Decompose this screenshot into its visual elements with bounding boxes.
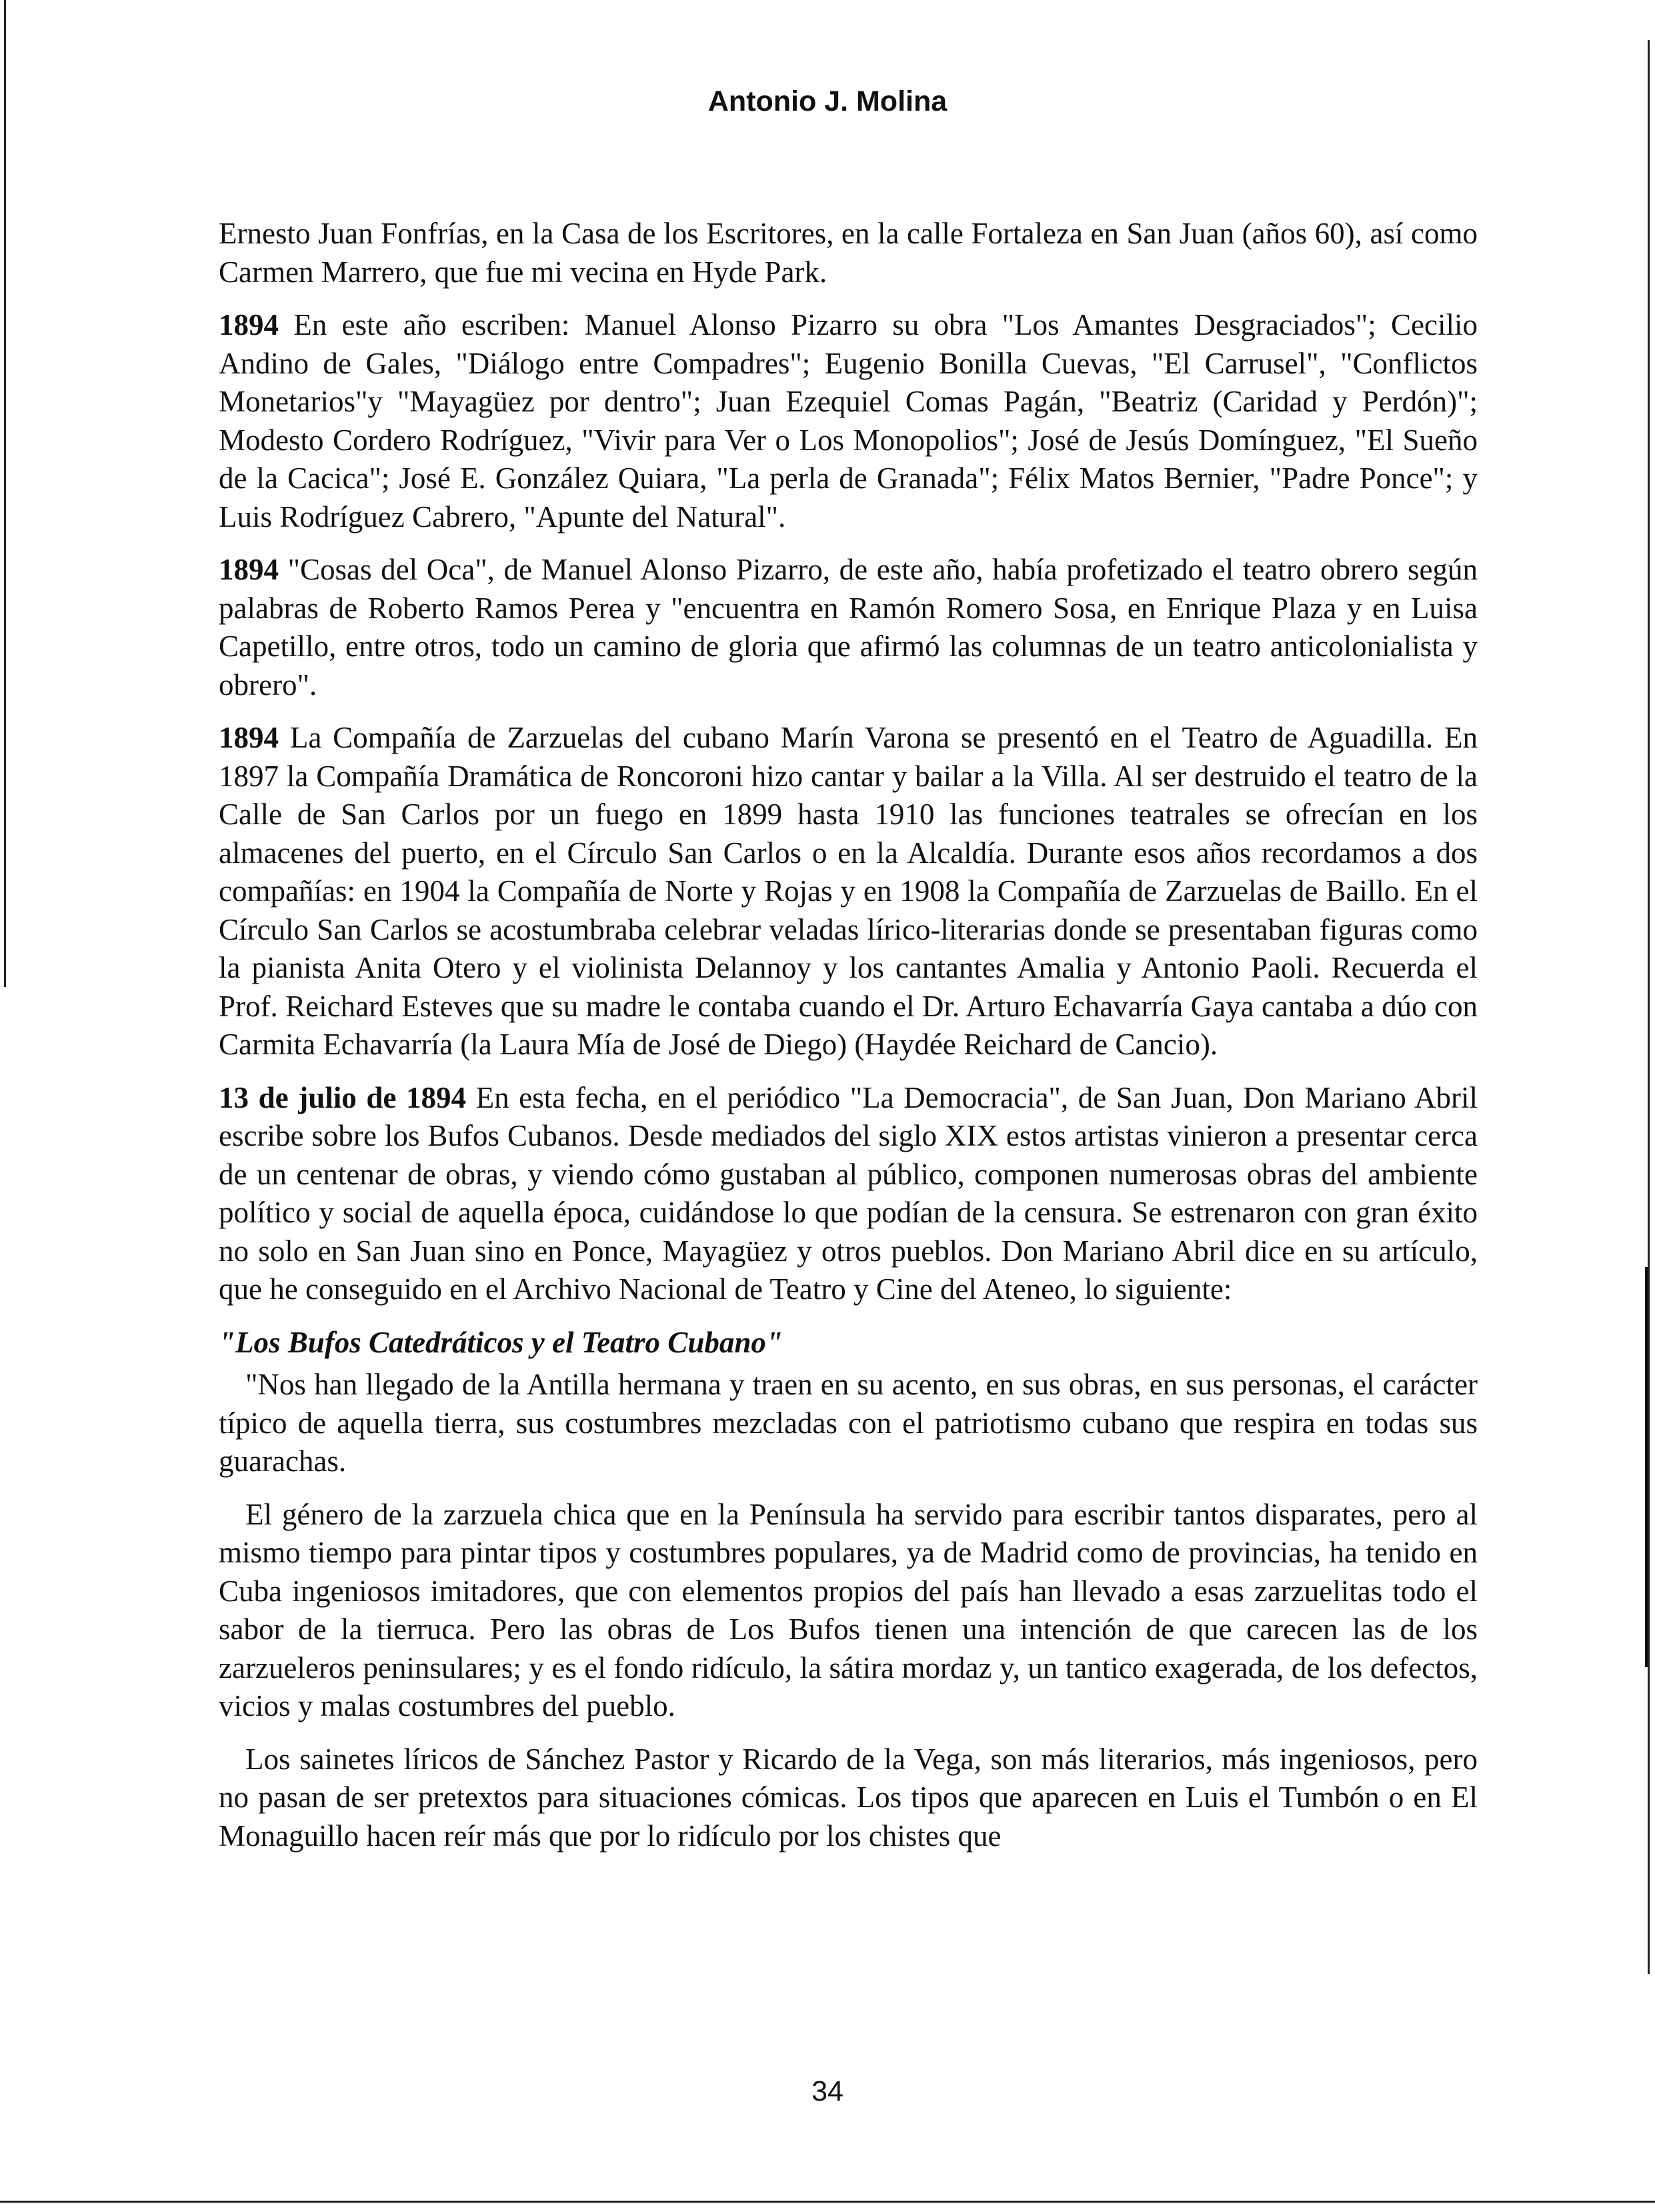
paragraph-lead: 1894 (219, 553, 279, 586)
article-subtitle: "Los Bufos Catedráticos y el Teatro Cubano" (219, 1325, 783, 1359)
paragraph-lead: 1894 (219, 721, 279, 754)
paragraph-text: "Cosas del Oca", de Manuel Alonso Pizarro, de este año, había profetizado el teatro obrero según palabras de Roberto Ramos Perea y "encuentra en Ramón Romero Sosa, en Enrique Plaza y en Luisa Capetillo, entre otros, todo un camino de gloria que afirmó las columnas de un teatro anticolonialista y obrero". (219, 553, 1478, 702)
running-header-author: Antonio J. Molina (707, 85, 948, 117)
paragraph-lead: 13 de julio de 1894 (219, 1080, 466, 1114)
paragraph-1894-cosas-del-oca (219, 551, 1478, 704)
quote-paragraph: "Nos han llegado de la Antilla hermana y traen en su acento, en sus obras, en sus personas, el carácter típico de aquella tierra, sus costumbres mezcladas con el patriotismo cubano que respira en todas sus guarachas. (219, 1368, 1478, 1478)
quote-paragraph: El género de la zarzuela chica que en la Península ha servido para escribir tantos disparates, pero al mismo tiempo para pintar tipos y costumbres populares, ya de Madrid como de provincias, ha tenido en Cuba ingeniosos imitadores, que con elementos propios del país han llevado a esas zarzuelitas todo el sabor de la tierruca. Pero las obras de Los Bufos tienen una intención de que carecen las de los zarzueleros peninsulares; y es el fondo ridículo, la sátira mordaz y, un tantico exagerada, de los defectos, vicios y malas costumbres del pueblo. (219, 1497, 1478, 1723)
paragraph-1894-zarzuelas (219, 719, 1478, 1064)
paragraph-continuation (219, 215, 1478, 291)
body-text (219, 215, 1478, 1870)
quote-paragraph: Los sainetes líricos de Sánchez Pastor y Ricardo de la Vega, son más literarios, más ingeniosos, pero no pasan de ser pretextos para situaciones cómicas. Los tipos que aparecen en Luis el Tumbón o en El Monaguillo hacen reír más que por lo ridículo por los chistes que (219, 1742, 1478, 1853)
paragraph-lead: 1894 (219, 308, 279, 341)
paragraph-13-julio-1894 (219, 1079, 1478, 1309)
page-edge-left (4, 0, 6, 987)
paragraph-text: La Compañía de Zarzuelas del cubano Marín Varona se presentó en el Teatro de Aguadilla. En 1897 la Compañía Dramática de Roncoroni hizo cantar y bailar a la Villa. Al ser destruido el teatro de la Calle de San Carlos por un fuego en 1899 hasta 1910 las funciones teatrales se ofrecían en los almacenes del puerto, en el Círculo San Carlos o en la Alcaldía. Durante esos años recordamos a dos compañías: en 1904 la Compañía de Norte y Rojas y en 1908 la Compañía de Zarzuelas de Baillo. En el Círculo San Carlos se acostumbraba celebrar veladas lírico-literarias donde se presentaban figuras como la pianista Anita Otero y el violinista Delannoy y los cantantes Amalia y Antonio Paoli. Recuerda el Prof. Reichard Esteves que su madre le contaba cuando el Dr. Arturo Echavarría Gaya cantaba a dúo con Carmita Echavarría (la Laura Mía de José de Diego) (Haydée Reichard de Cancio). (219, 721, 1478, 1061)
paragraph-1894-writers (219, 306, 1478, 536)
paragraph-text: En esta fecha, en el periódico "La Democracia", de San Juan, Don Mariano Abril escribe sobre los Bufos Cubanos. Desde mediados del siglo XIX estos artistas vinieron a presentar cerca de un centenar de obras, y viendo cómo gustaban al público, componen numerosas obras del ambiente político y social de aquella época, cuidándose lo que podían de la censura. Se estrenaron con gran éxito no solo en San Juan sino en Ponce, Mayagüez y otros pueblos. Don Mariano Abril dice en su artículo, que he conseguido en el Archivo Nacional de Teatro y Cine del Ateneo, lo siguiente: (219, 1080, 1478, 1306)
paragraph-text: Ernesto Juan Fonfrías, en la Casa de los Escritores, en la calle Fortaleza en San Juan (años 60), así como Carmen Marrero, que fue mi vecina en Hyde Park. (219, 217, 1478, 289)
page-edge-bottom (0, 2201, 1655, 2203)
page-number: 34 (811, 2075, 844, 2107)
page-edge-right-shadow (1645, 1267, 1648, 1667)
paragraph-text: En este año escriben: Manuel Alonso Pizarro su obra "Los Amantes Desgraciados"; Cecilio Andino de Gales, "Diálogo entre Compadres"; Eugenio Bonilla Cuevas, "El Carrusel", "Conflictos Monetarios"y "Mayagüez por dentro"; Juan Ezequiel Comas Pagán, "Beatriz (Caridad y Perdón)"; Modesto Cordero Rodríguez, "Vivir para Ver o Los Monopolios"; José de Jesús Domínguez, "El Sueño de la Cacica"; José E. González Quiara, "La perla de Granada"; Félix Matos Bernier, "Padre Ponce"; y Luis Rodríguez Cabrero, "Apunte del Natural". (219, 308, 1478, 533)
page-edge-right (1648, 40, 1650, 1974)
